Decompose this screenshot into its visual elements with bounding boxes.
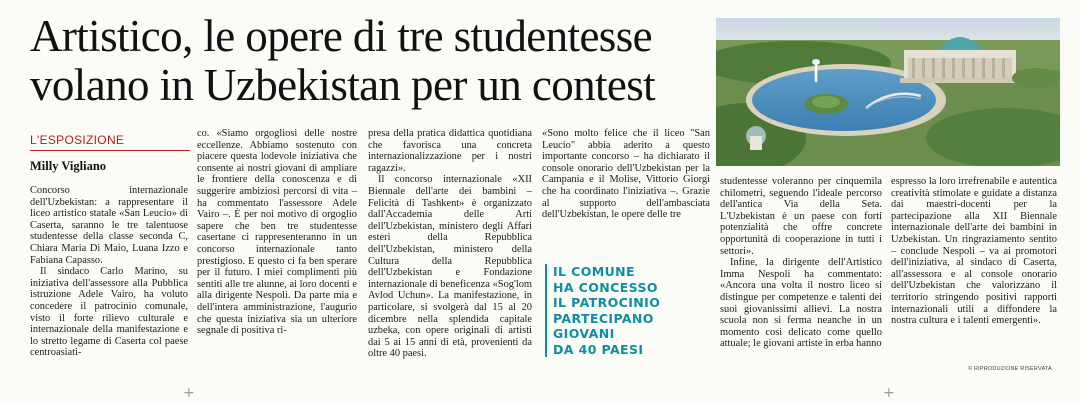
callout-line: IL PATROCINIO: [553, 295, 661, 310]
article-column-1: [30, 185, 188, 359]
article-column-5: [720, 176, 882, 350]
copyright-notice: © RIPRODUZIONE RISERVATA: [968, 366, 1052, 372]
callout-line: DA 40 PAESI: [553, 341, 644, 357]
paragraph: presa della pratica didattica quotidiana che favorisca una concreta internazionalizzazione per i nostri ragazzi».: [368, 128, 532, 174]
headline: [30, 12, 720, 110]
uzbekistan-parliament-lake-photo-icon: [716, 18, 1060, 166]
paragraph: espresso la loro irrefrenabile e autentica creatività stimolate e guidate a distanza dai maestri-docenti per la partecipazione alla XII Biennale internazionale dell'arte dei bambini in Uzbekistan. Un ringraziamento sentito – conclude Nespoli – va ai promotori dell'iniziativa, al sindaco di Caserta, all'assessora e al console onorario dell'Uzbekistan che valorizzano il territorio stringendo positivi rapporti internazionali utili a diffondere la nostra cultura e i talenti emergenti».: [891, 176, 1057, 327]
callout-line: GIOVANI: [553, 326, 615, 341]
section-divider: [30, 150, 190, 151]
paragraph: Il concorso internazionale «XII Biennale dell'arte dei bambini – Felicità di Tashkent» è organizzato dall'Accademia delle Arti dell'Uzbekistan, ministero degli Affari esteri della Repubblica dell'Uzbekistan, ministero della Cultura della Repubblica dell'Uzbekistan e Fondazione internazionale di beneficenza «Sog'lom Avlod Uchun». La manifestazione, in particolare, si svolgerà dal 15 al 20 dicembre nella splendida capitale uzbeka, con opere originali di artisti dai 5 ai 15 anni di età, provenienti da oltre 40 paesi.: [368, 174, 532, 360]
headline-line-2: volano in Uzbekistan per un contest: [30, 60, 656, 110]
article-column-2: [197, 128, 357, 337]
article-column-4: [542, 128, 710, 221]
paragraph: co. «Siamo orgogliosi delle nostre eccellenze. Abbiamo sostenuto con piacere questa lodevole iniziativa che consente ai nostri giovani di ampliare le frontiere della conoscenza e di suggerire ambiziosi percorsi di vita – ha commentato l'assessore Adele Vairo –. È per noi motivo di orgoglio sapere che ben tre studentesse casertane ci rappresenteranno in un concorso internazionale tanto prestigioso. E questo ci fa ben sperare per il futuro. I miei complimenti più sentiti alle tre alunne, ai loro docenti e alla dirigente Nespoli. Da parte mia e dell'intera amministrazione, l'augurio che questa iniziativa sia un ulteriore segnale di positiva ri-: [197, 128, 357, 337]
article-photo: [716, 18, 1060, 166]
headline-line-1: Artistico, le opere di tre studentesse: [30, 11, 653, 61]
article-column-3: [368, 128, 532, 360]
paragraph: «Sono molto felice che il liceo "San Leucio" abbia aderito a questo importante concorso – ha dichiarato il console onorario dell'Uzbekistan per la Campania e il Molise, Vittorio Giorgi che ha coordinato l'iniziativa –. Grazie al supporto dell'ambasciata dell'Uzbekistan, le opere delle tre: [542, 128, 710, 221]
paragraph: Infine, la dirigente dell'Artistico Imma Nespoli ha commentato: «Ancora una volta il nostro liceo si distingue per competenze e talenti dei suoi giovanissimi allievi. La nostra scuola non si ferma neanche in un momento così delicato come quello attuale; le giovani artiste in erba hanno: [720, 257, 882, 350]
callout-line: HA CONCESSO: [553, 279, 658, 295]
callout-line: IL COMUNE: [553, 264, 635, 279]
paragraph: Il sindaco Carlo Marino, su iniziativa dell'assessore alla Pubblica istruzione Adele Vairo, ha voluto concedere il patrocinio comunale, visto il forte rilievo culturale e internazionale della manifestazione e lo stretto legame di Caserta col paese centroasiati-: [30, 266, 188, 359]
pull-quote-callout: [545, 264, 718, 357]
article-column-6: [891, 176, 1057, 327]
callout-line: PARTECIPANO: [553, 310, 654, 326]
section-label: L'ESPOSIZIONE: [30, 133, 125, 147]
author-name: Milly Vigliano: [30, 159, 107, 173]
paragraph: studentesse voleranno per cinquemila chilometri, seguendo l'ideale percorso dell'antica Via della Seta. L'Uzbekistan è un paese con forti potenzialità che offre concrete opportunità di cooperazione in tutti i settori».: [720, 176, 882, 257]
crop-mark-icon: +: [183, 385, 195, 401]
crop-mark-icon: +: [883, 385, 895, 401]
paragraph: Concorso internazionale dell'Uzbekistan: a rappresentare il liceo artistico statale «San Leucio» di Caserta, saranno le tre talentuose studentesse della classe seconda C, Chiara Maria Di Maio, Luana Izzo e Fabiana Capasso.: [30, 185, 188, 266]
